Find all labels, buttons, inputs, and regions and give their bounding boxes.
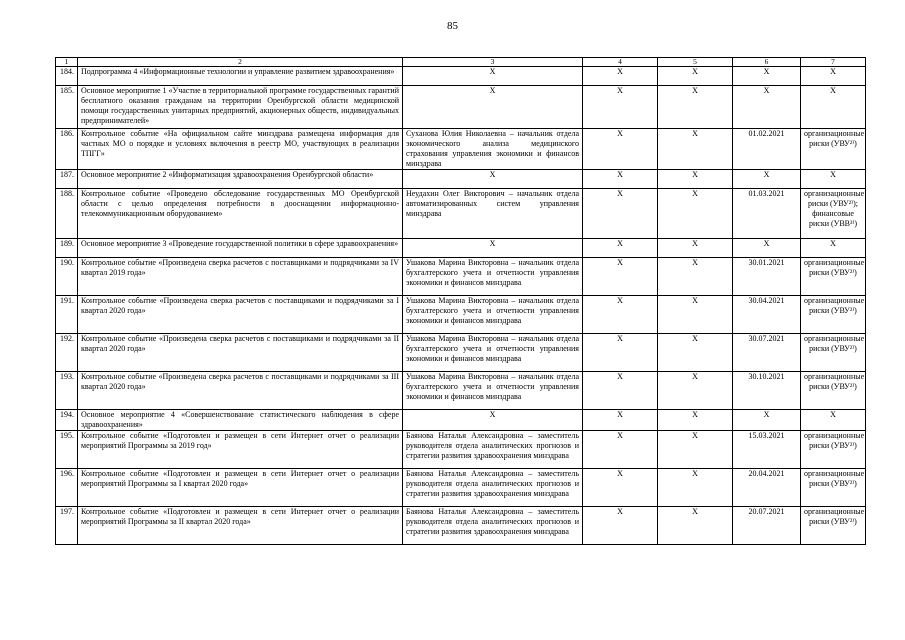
- table-row: [56, 469, 866, 507]
- responsible-person: Баянова Наталья Александровна – заместитель руководителя отдела аналитических прогнозов и стратегии развития здравоохранения минздрава: [403, 507, 583, 545]
- col5-value: Х: [658, 334, 733, 372]
- responsible-person: Баянова Наталья Александровна – заместитель руководителя отдела аналитических прогнозов и стратегии развития здравоохранения минздрава: [403, 431, 583, 469]
- risk-description: Х: [801, 410, 866, 431]
- risk-description: организационные риски (УВУ²⁾): [801, 129, 866, 170]
- risk-description: организационные риски (УВУ²⁾): [801, 431, 866, 469]
- event-description: Контрольное событие «Подготовлен и размещен в сети Интернет отчет о реализации мероприятий Программы за I квартал 2020 года»: [78, 469, 403, 507]
- header-row: [56, 58, 866, 67]
- header-cell: 1: [56, 58, 78, 67]
- header-cell: 6: [733, 58, 801, 67]
- responsible-person: Ушакова Марина Викторовна – начальник отдела бухгалтерского учета и отчетности управления экономики и финансов минздрава: [403, 296, 583, 334]
- responsible-person: Ушакова Марина Викторовна – начальник отдела бухгалтерского учета и отчетности управления экономики и финансов минздрава: [403, 334, 583, 372]
- table-row: [56, 258, 866, 296]
- deadline-date: 20.07.2021: [733, 507, 801, 545]
- col4-value: Х: [583, 239, 658, 258]
- responsible-person: Х: [403, 239, 583, 258]
- col4-value: Х: [583, 372, 658, 410]
- header-cell: 7: [801, 58, 866, 67]
- row-number: 185.: [56, 86, 78, 129]
- deadline-date: 15.03.2021: [733, 431, 801, 469]
- event-description: Контрольное событие «На официальном сайте минздрава размещена информация для частных МО о порядке и условиях включения в реестр МО, участвующих в реализации ТПГГ»: [78, 129, 403, 170]
- control-events-table: [55, 57, 866, 545]
- deadline-date: Х: [733, 410, 801, 431]
- col4-value: Х: [583, 67, 658, 86]
- deadline-date: 01.02.2021: [733, 129, 801, 170]
- table-row: [56, 189, 866, 239]
- row-number: 189.: [56, 239, 78, 258]
- event-description: Контрольное событие «Произведена сверка расчетов с поставщиками и подрядчиками за III квартал 2020 года»: [78, 372, 403, 410]
- risk-description: Х: [801, 239, 866, 258]
- deadline-date: Х: [733, 239, 801, 258]
- row-number: 187.: [56, 170, 78, 189]
- table-row: [56, 410, 866, 431]
- header-cell: 4: [583, 58, 658, 67]
- deadline-date: 30.04.2021: [733, 296, 801, 334]
- col4-value: Х: [583, 431, 658, 469]
- event-description: Контрольное событие «Подготовлен и размещен в сети Интернет отчет о реализации мероприятий Программы за II квартал 2020 года»: [78, 507, 403, 545]
- event-description: Подпрограмма 4 «Информационные технологии и управление развитием здравоохранения»: [78, 67, 403, 86]
- risk-description: организационные риски (УВУ²⁾): [801, 469, 866, 507]
- event-description: Основное мероприятие 4 «Совершенствование статистического наблюдения в сфере здравоохранения»: [78, 410, 403, 431]
- event-description: Контрольное событие «Произведена сверка расчетов с поставщиками и подрядчиками за I квартал 2020 года»: [78, 296, 403, 334]
- table-row: [56, 296, 866, 334]
- col5-value: Х: [658, 86, 733, 129]
- row-number: 197.: [56, 507, 78, 545]
- table-row: [56, 67, 866, 86]
- col4-value: Х: [583, 469, 658, 507]
- col4-value: Х: [583, 334, 658, 372]
- event-description: Основное мероприятие 2 «Информатизация здравоохранения Оренбургской области»: [78, 170, 403, 189]
- table-row: [56, 239, 866, 258]
- deadline-date: 30.01.2021: [733, 258, 801, 296]
- deadline-date: Х: [733, 67, 801, 86]
- risk-description: Х: [801, 170, 866, 189]
- row-number: 190.: [56, 258, 78, 296]
- col5-value: Х: [658, 431, 733, 469]
- deadline-date: 30.10.2021: [733, 372, 801, 410]
- row-number: 186.: [56, 129, 78, 170]
- deadline-date: 30.07.2021: [733, 334, 801, 372]
- header-cell: 3: [403, 58, 583, 67]
- event-description: Контрольное событие «Подготовлен и размещен в сети Интернет отчет о реализации мероприятий Программы за 2019 год»: [78, 431, 403, 469]
- risk-description: Х: [801, 86, 866, 129]
- table-row: [56, 86, 866, 129]
- responsible-person: Ушакова Марина Викторовна – начальник отдела бухгалтерского учета и отчетности управления экономики и финансов минздрава: [403, 258, 583, 296]
- deadline-date: Х: [733, 170, 801, 189]
- deadline-date: 01.03.2021: [733, 189, 801, 239]
- table-row: [56, 170, 866, 189]
- risk-description: организационные риски (УВУ²⁾): [801, 372, 866, 410]
- table-row: [56, 507, 866, 545]
- event-description: Контрольное событие «Произведена сверка расчетов с поставщиками и подрядчиками за II квартал 2020 года»: [78, 334, 403, 372]
- col4-value: Х: [583, 170, 658, 189]
- col4-value: Х: [583, 258, 658, 296]
- risk-description: Х: [801, 67, 866, 86]
- deadline-date: 20.04.2021: [733, 469, 801, 507]
- row-number: 194.: [56, 410, 78, 431]
- risk-description: организационные риски (УВУ²⁾); финансовые риски (УВВ³⁾): [801, 189, 866, 239]
- header-cell: 2: [78, 58, 403, 67]
- header-cell: 5: [658, 58, 733, 67]
- row-number: 184.: [56, 67, 78, 86]
- col4-value: Х: [583, 507, 658, 545]
- col4-value: Х: [583, 296, 658, 334]
- event-description: Основное мероприятие 1 «Участие в территориальной программе государственных гарантий бесплатного оказания гражданам на территории Оренбургской области медицинской помощи государственных унитарных предприятий, акционерных обществ, индивидуальных предпринимателей»: [78, 86, 403, 129]
- responsible-person: Х: [403, 170, 583, 189]
- table-row: [56, 129, 866, 170]
- col5-value: Х: [658, 507, 733, 545]
- col5-value: Х: [658, 296, 733, 334]
- responsible-person: Х: [403, 86, 583, 129]
- risk-description: организационные риски (УВУ²⁾): [801, 334, 866, 372]
- event-description: Контрольное событие «Проведено обследование государственных МО Оренбургской области с целью определения потребности в дооснащении информационно-телекоммуникационным оборудованием»: [78, 189, 403, 239]
- col5-value: Х: [658, 410, 733, 431]
- row-number: 195.: [56, 431, 78, 469]
- row-number: 196.: [56, 469, 78, 507]
- col5-value: Х: [658, 372, 733, 410]
- responsible-person: Х: [403, 67, 583, 86]
- col5-value: Х: [658, 67, 733, 86]
- table-row: [56, 372, 866, 410]
- row-number: 188.: [56, 189, 78, 239]
- responsible-person: Х: [403, 410, 583, 431]
- col4-value: Х: [583, 86, 658, 129]
- responsible-person: Неудахин Олег Викторович – начальник отдела автоматизированных систем управления минздрава: [403, 189, 583, 239]
- table-row: [56, 334, 866, 372]
- col5-value: Х: [658, 129, 733, 170]
- deadline-date: Х: [733, 86, 801, 129]
- responsible-person: Ушакова Марина Викторовна – начальник отдела бухгалтерского учета и отчетности управления экономики и финансов минздрава: [403, 372, 583, 410]
- risk-description: организационные риски (УВУ²⁾): [801, 296, 866, 334]
- col5-value: Х: [658, 258, 733, 296]
- col5-value: Х: [658, 239, 733, 258]
- col5-value: Х: [658, 170, 733, 189]
- col4-value: Х: [583, 189, 658, 239]
- col4-value: Х: [583, 410, 658, 431]
- responsible-person: Баянова Наталья Александровна – заместитель руководителя отдела аналитических прогнозов и стратегии развития здравоохранения минздрава: [403, 469, 583, 507]
- page-number: 85: [447, 20, 458, 32]
- table-row: [56, 431, 866, 469]
- risk-description: организационные риски (УВУ²⁾): [801, 258, 866, 296]
- responsible-person: Суханова Юлия Николаевна – начальник отдела экономического анализа медицинского страхования управления экономики и финансов минздрава: [403, 129, 583, 170]
- risk-description: организационные риски (УВУ²⁾): [801, 507, 866, 545]
- row-number: 192.: [56, 334, 78, 372]
- col4-value: Х: [583, 129, 658, 170]
- row-number: 193.: [56, 372, 78, 410]
- event-description: Основное мероприятие 3 «Проведение государственной политики в сфере здравоохранения»: [78, 239, 403, 258]
- event-description: Контрольное событие «Произведена сверка расчетов с поставщиками и подрядчиками за IV квартал 2019 года»: [78, 258, 403, 296]
- row-number: 191.: [56, 296, 78, 334]
- col5-value: Х: [658, 189, 733, 239]
- col5-value: Х: [658, 469, 733, 507]
